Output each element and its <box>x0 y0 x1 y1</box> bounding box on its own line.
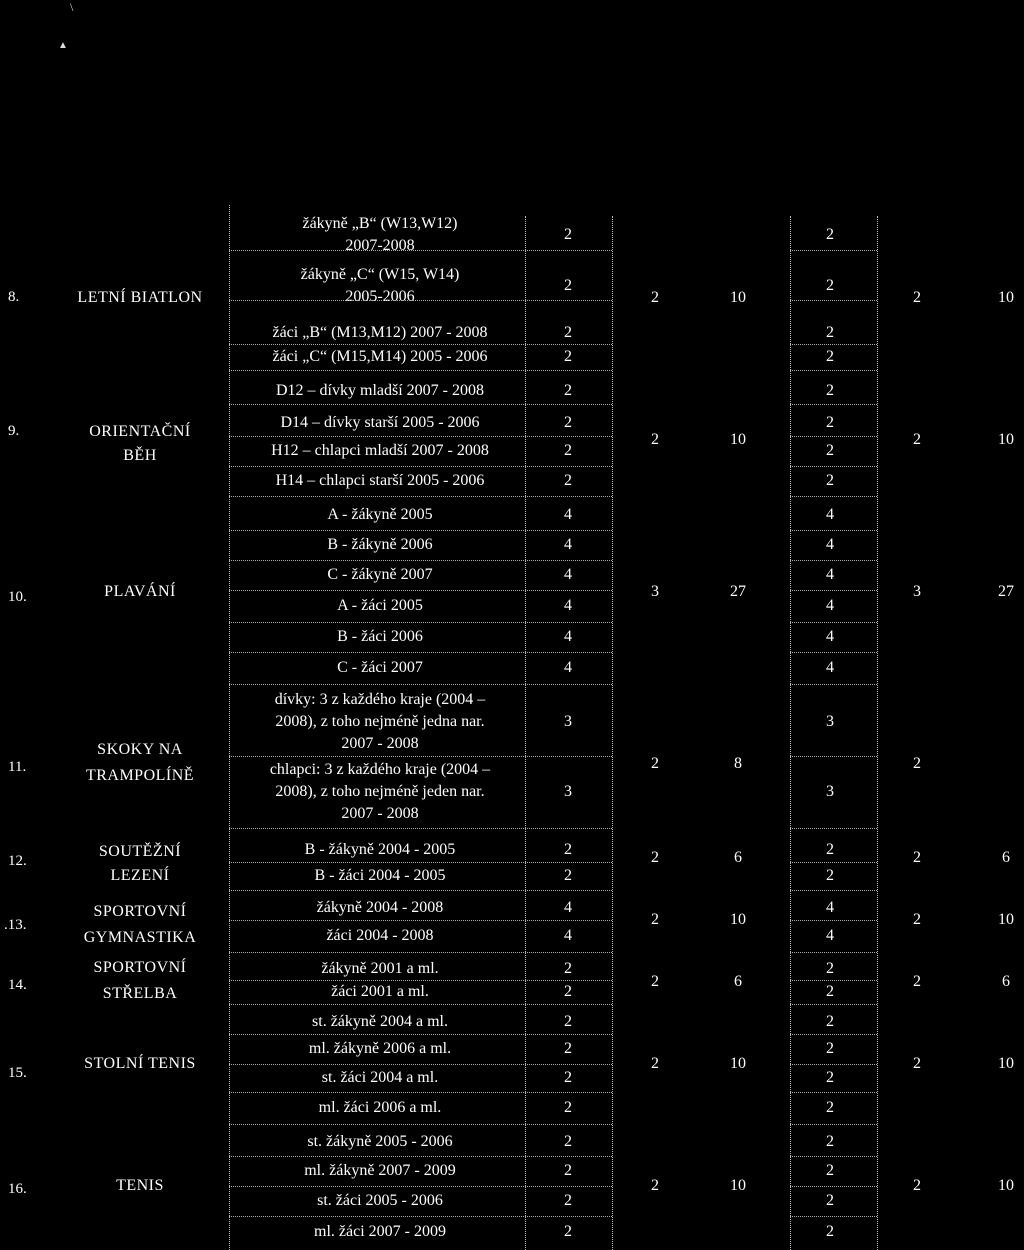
row-rule <box>229 560 612 561</box>
sport-number: 16. <box>8 1181 27 1197</box>
category-count: 2 <box>564 472 572 489</box>
category-label: ml. žáci 2007 - 2009 <box>314 1223 446 1240</box>
category-label: 2008), z toho nejméně jedna nar. <box>275 713 485 730</box>
category-count-2: 4 <box>826 899 834 916</box>
sport-name: STŘELBA <box>102 985 178 1002</box>
row-rule <box>229 920 612 921</box>
sport-name: PLAVÁNÍ <box>104 583 176 600</box>
category-count: 2 <box>564 1133 572 1150</box>
sport-name: TRAMPOLÍNĚ <box>85 767 195 784</box>
category-label: st. žáci 2004 a ml. <box>321 1069 439 1086</box>
total-count-2: 10 <box>998 431 1014 448</box>
row-rule <box>229 530 612 531</box>
total-count: 10 <box>730 431 746 448</box>
row-rule <box>790 1004 877 1005</box>
teams-count: 2 <box>651 973 659 990</box>
sport-name: ORIENTAČNÍ <box>89 423 191 440</box>
scan-mark: \ <box>70 0 74 14</box>
row-rule <box>229 1216 612 1217</box>
row-rule <box>229 436 612 437</box>
row-rule <box>790 466 877 467</box>
category-count-2: 4 <box>826 506 834 523</box>
category-count: 2 <box>564 442 572 459</box>
category-count-2: 2 <box>826 1099 834 1116</box>
row-rule <box>229 1124 612 1125</box>
category-label: 2007-2008 <box>345 237 415 254</box>
row-rule <box>229 890 612 891</box>
category-count-2: 2 <box>826 841 834 858</box>
category-count-2: 2 <box>826 277 834 294</box>
sport-number: 9. <box>8 423 20 439</box>
category-label: 2007 - 2008 <box>341 805 419 822</box>
sport-name: LETNÍ BIATLON <box>77 289 203 306</box>
teams-count: 2 <box>651 431 659 448</box>
category-label: C - žákyně 2007 <box>327 566 433 583</box>
category-count: 3 <box>564 783 572 800</box>
category-count-2: 2 <box>826 1069 834 1086</box>
row-rule <box>229 404 612 405</box>
total-count: 10 <box>730 1177 746 1194</box>
category-count: 2 <box>564 414 572 431</box>
row-rule <box>229 684 612 685</box>
scan-mark: ▲ <box>58 40 68 51</box>
row-rule <box>790 622 877 623</box>
row-rule <box>790 652 877 653</box>
category-count-2: 2 <box>826 1192 834 1209</box>
category-count-2: 4 <box>826 628 834 645</box>
category-label: H14 – chlapci starší 2005 - 2006 <box>275 472 485 489</box>
teams-count-2: 2 <box>913 1177 921 1194</box>
row-rule <box>790 370 877 371</box>
category-label: B - žáci 2004 - 2005 <box>314 867 446 884</box>
category-count: 4 <box>564 566 572 583</box>
category-count-2: 2 <box>826 1162 834 1179</box>
sport-number: 14. <box>8 977 27 993</box>
row-rule <box>790 560 877 561</box>
sport-number: 10. <box>8 589 27 605</box>
row-rule <box>790 828 877 829</box>
row-rule <box>229 1156 612 1157</box>
category-count-2: 2 <box>826 472 834 489</box>
category-count-2: 3 <box>826 713 834 730</box>
row-rule <box>790 1186 877 1187</box>
sport-name: GYMNASTIKA <box>83 929 197 946</box>
row-rule <box>790 756 877 757</box>
category-count-2: 2 <box>826 324 834 341</box>
teams-count-2: 2 <box>913 973 921 990</box>
row-rule <box>229 652 612 653</box>
row-rule <box>790 952 877 953</box>
category-count-2: 2 <box>826 442 834 459</box>
total-count: 10 <box>730 289 746 306</box>
row-rule <box>790 890 877 891</box>
category-label: žákyně 2001 a ml. <box>321 960 439 977</box>
row-rule <box>790 590 877 591</box>
category-count: 2 <box>564 960 572 977</box>
total-count-2: 10 <box>998 289 1014 306</box>
column-rule <box>790 216 791 1250</box>
category-label: žákyně „B“ (W13,W12) <box>302 215 458 232</box>
category-count: 4 <box>564 659 572 676</box>
category-label: D12 – dívky mladší 2007 - 2008 <box>276 382 484 399</box>
category-count: 2 <box>564 226 572 243</box>
category-count-2: 3 <box>826 783 834 800</box>
row-rule <box>790 1092 877 1093</box>
category-count-2: 4 <box>826 597 834 614</box>
total-count: 6 <box>734 849 742 866</box>
row-rule <box>229 250 612 251</box>
category-count-2: 2 <box>826 348 834 365</box>
total-count-2: 10 <box>998 1177 1014 1194</box>
row-rule <box>790 344 877 345</box>
teams-count-2: 2 <box>913 289 921 306</box>
category-count: 2 <box>564 1013 572 1030</box>
category-count: 2 <box>564 277 572 294</box>
category-label: žákyně 2004 - 2008 <box>316 899 444 916</box>
sport-number: 8. <box>8 289 20 305</box>
category-count-2: 2 <box>826 1223 834 1240</box>
category-label: D14 – dívky starší 2005 - 2006 <box>280 414 480 431</box>
category-count: 4 <box>564 597 572 614</box>
sport-name: LEZENÍ <box>110 867 170 884</box>
category-count: 2 <box>564 348 572 365</box>
category-label: dívky: 3 z každého kraje (2004 – <box>274 691 486 708</box>
sport-number: .13. <box>4 917 27 933</box>
row-rule <box>790 1156 877 1157</box>
category-label: ml. žáci 2006 a ml. <box>318 1099 442 1116</box>
teams-count: 3 <box>651 583 659 600</box>
category-label: žáci „B“ (M13,M12) 2007 - 2008 <box>272 324 488 341</box>
sport-number: 11. <box>8 759 27 775</box>
category-count: 4 <box>564 927 572 944</box>
row-rule <box>229 344 612 345</box>
category-count: 4 <box>564 628 572 645</box>
total-count: 10 <box>730 1055 746 1072</box>
category-count: 4 <box>564 536 572 553</box>
teams-count: 2 <box>651 849 659 866</box>
category-label: A - žákyně 2005 <box>327 506 433 523</box>
category-count-2: 2 <box>826 983 834 1000</box>
total-count: 8 <box>734 755 742 772</box>
row-rule <box>229 496 612 497</box>
row-rule <box>790 684 877 685</box>
total-count-2: 10 <box>998 911 1014 928</box>
category-label: B - žákyně 2006 <box>327 536 433 553</box>
total-count: 27 <box>730 583 746 600</box>
teams-count-2: 2 <box>913 755 921 772</box>
category-count: 2 <box>564 1069 572 1086</box>
total-count-2: 27 <box>998 583 1014 600</box>
category-label: A - žáci 2005 <box>337 597 423 614</box>
teams-count: 2 <box>651 1055 659 1072</box>
sport-name: BĚH <box>123 447 157 464</box>
category-count-2: 2 <box>826 414 834 431</box>
sport-name: TENIS <box>116 1177 164 1194</box>
category-count-2: 4 <box>826 659 834 676</box>
category-count: 2 <box>564 1040 572 1057</box>
category-count-2: 4 <box>826 536 834 553</box>
row-rule <box>790 496 877 497</box>
category-count-2: 2 <box>826 1013 834 1030</box>
total-count-2: 6 <box>1002 973 1010 990</box>
category-label: chlapci: 3 z každého kraje (2004 – <box>269 761 491 778</box>
category-label: H12 – chlapci mladší 2007 - 2008 <box>271 442 489 459</box>
teams-count: 2 <box>651 911 659 928</box>
teams-count-2: 2 <box>913 849 921 866</box>
category-count-2: 2 <box>826 960 834 977</box>
row-rule <box>229 952 612 953</box>
category-label: B - žáci 2006 <box>337 628 423 645</box>
row-rule <box>790 1124 877 1125</box>
category-label: žákyně „C“ (W15, W14) <box>300 266 460 283</box>
category-label: st. žáci 2005 - 2006 <box>317 1192 443 1209</box>
row-rule <box>229 1092 612 1093</box>
category-label: žáci 2001 a ml. <box>331 983 429 1000</box>
sport-name: SKOKY NA <box>97 741 183 758</box>
row-rule <box>790 436 877 437</box>
total-count: 6 <box>734 973 742 990</box>
category-label: C - žáci 2007 <box>337 659 423 676</box>
category-label: st. žákyně 2004 a ml. <box>312 1013 448 1030</box>
column-rule <box>612 216 613 1250</box>
category-label: ml. žákyně 2007 - 2009 <box>304 1162 456 1179</box>
category-count: 2 <box>564 867 572 884</box>
row-rule <box>229 980 612 981</box>
row-rule <box>790 980 877 981</box>
category-count: 2 <box>564 1192 572 1209</box>
row-rule <box>790 300 877 301</box>
category-count: 2 <box>564 1162 572 1179</box>
sport-number: 15. <box>8 1065 27 1081</box>
category-count-2: 2 <box>826 226 834 243</box>
row-rule <box>229 828 612 829</box>
row-rule <box>229 1034 612 1035</box>
column-rule <box>525 216 526 1250</box>
teams-count: 2 <box>651 755 659 772</box>
category-count: 2 <box>564 841 572 858</box>
sport-name: SPORTOVNÍ <box>93 903 187 920</box>
category-count-2: 4 <box>826 566 834 583</box>
row-rule <box>790 530 877 531</box>
row-rule <box>229 1186 612 1187</box>
category-label: žáci 2004 - 2008 <box>326 927 434 944</box>
sport-name: STOLNÍ TENIS <box>84 1055 196 1072</box>
row-rule <box>229 622 612 623</box>
category-count: 4 <box>564 506 572 523</box>
category-count: 4 <box>564 899 572 916</box>
row-rule <box>790 250 877 251</box>
category-label: ml. žákyně 2006 a ml. <box>308 1040 452 1057</box>
row-rule <box>790 1216 877 1217</box>
row-rule <box>229 466 612 467</box>
column-rule <box>877 216 878 1250</box>
category-count: 2 <box>564 1223 572 1240</box>
category-count: 3 <box>564 713 572 730</box>
sport-name: SOUTĚŽNÍ <box>98 843 182 860</box>
row-rule <box>229 862 612 863</box>
category-label: 2008), z toho nejméně jeden nar. <box>275 783 485 800</box>
total-count-2: 10 <box>998 1055 1014 1072</box>
row-rule <box>229 1064 612 1065</box>
sport-number: 12. <box>8 853 27 869</box>
category-label: B - žákyně 2004 - 2005 <box>304 841 456 858</box>
category-count-2: 2 <box>826 382 834 399</box>
total-count-2: 6 <box>1002 849 1010 866</box>
category-count-2: 2 <box>826 1133 834 1150</box>
row-rule <box>790 404 877 405</box>
category-count: 2 <box>564 983 572 1000</box>
category-label: 2007 - 2008 <box>341 735 419 752</box>
teams-count-2: 3 <box>913 583 921 600</box>
row-rule <box>229 370 612 371</box>
category-count: 2 <box>564 1099 572 1116</box>
row-rule <box>790 1064 877 1065</box>
category-label: st. žákyně 2005 - 2006 <box>307 1133 453 1150</box>
teams-count: 2 <box>651 1177 659 1194</box>
category-label: žáci „C“ (M15,M14) 2005 - 2006 <box>272 348 488 365</box>
teams-count: 2 <box>651 289 659 306</box>
total-count: 10 <box>730 911 746 928</box>
sport-name: SPORTOVNÍ <box>93 959 187 976</box>
row-rule <box>790 862 877 863</box>
teams-count-2: 2 <box>913 1055 921 1072</box>
category-count-2: 4 <box>826 927 834 944</box>
category-count-2: 2 <box>826 1040 834 1057</box>
row-rule <box>790 920 877 921</box>
row-rule <box>229 756 612 757</box>
category-label: 2005-2006 <box>345 288 415 305</box>
row-rule <box>229 300 612 301</box>
row-rule <box>229 1004 612 1005</box>
category-count: 2 <box>564 382 572 399</box>
category-count-2: 2 <box>826 867 834 884</box>
teams-count-2: 2 <box>913 431 921 448</box>
row-rule <box>229 590 612 591</box>
row-rule <box>790 1034 877 1035</box>
teams-count-2: 2 <box>913 911 921 928</box>
category-count: 2 <box>564 324 572 341</box>
